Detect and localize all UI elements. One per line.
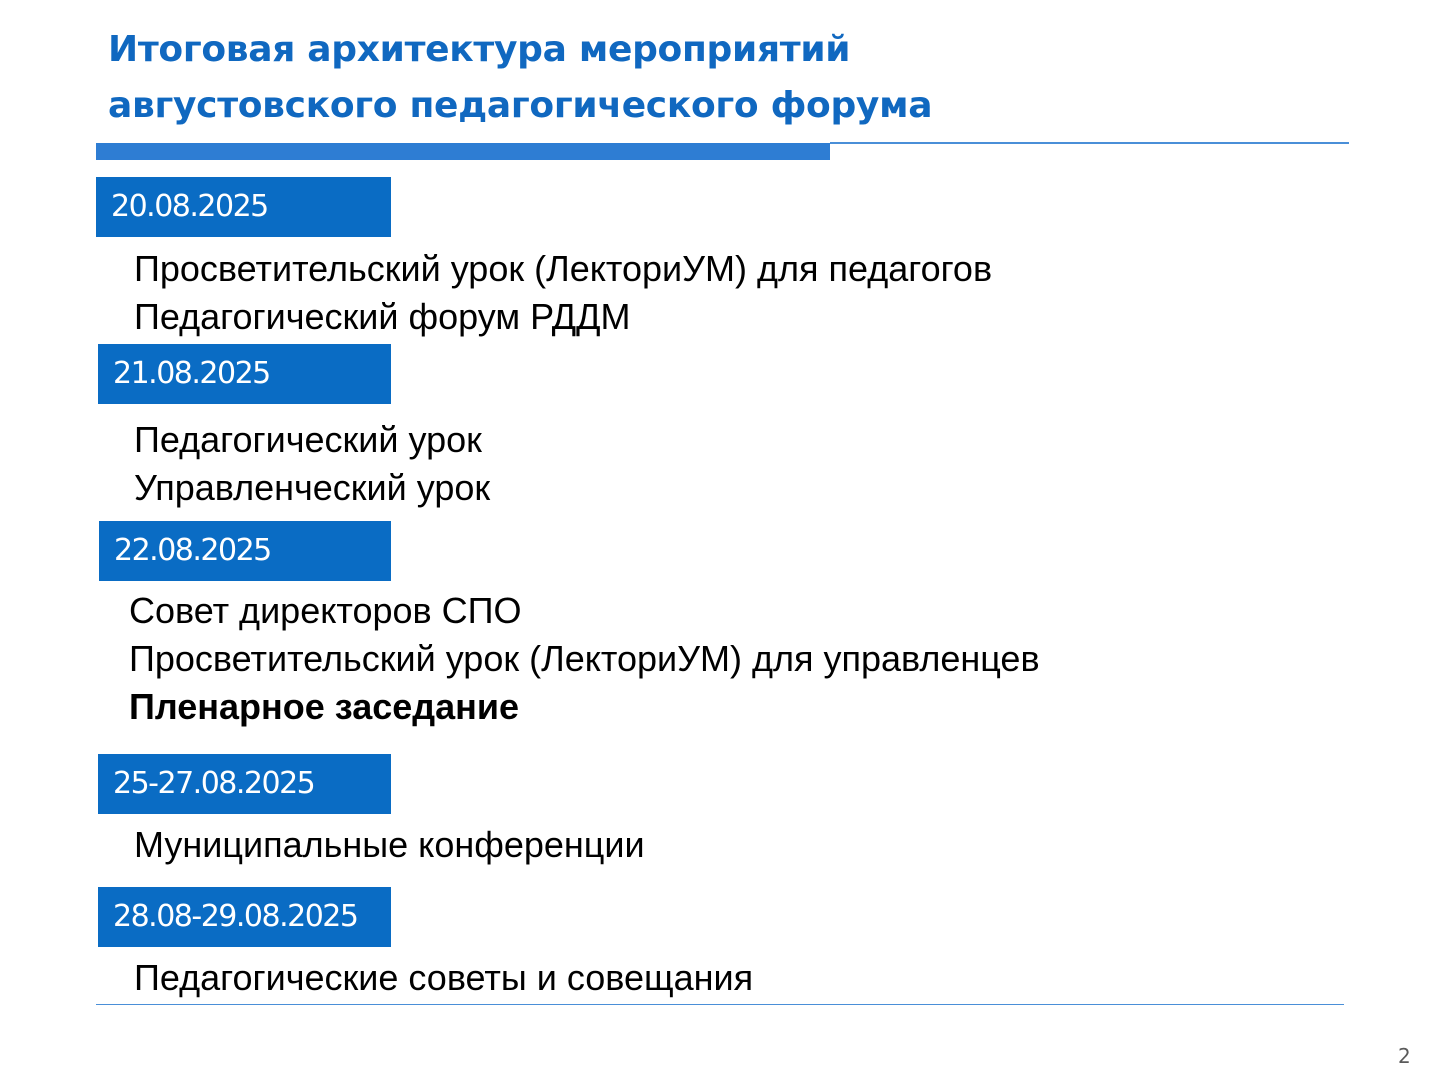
event-item-highlight: Пленарное заседание (129, 686, 520, 727)
event-item: Просветительский урок (ЛекториУМ) для педагогов (134, 248, 993, 289)
title-underline-accent (96, 143, 830, 160)
date-badge: 21.08.2025 (98, 344, 391, 404)
event-item: Управленческий урок (134, 467, 491, 508)
page-number: 2 (1398, 1044, 1411, 1068)
event-item: Педагогический форум РДДМ (134, 296, 631, 337)
event-item: Муниципальные конференции (134, 824, 645, 865)
event-item: Совет директоров СПО (129, 590, 522, 631)
title-underline-rule (830, 142, 1349, 144)
slide-title (108, 22, 932, 134)
slide-title-line-1: Итоговая архитектура мероприятий (108, 29, 851, 70)
date-badge: 25-27.08.2025 (98, 754, 391, 814)
event-item: Педагогические советы и совещания (134, 957, 754, 998)
date-badge: 28.08-29.08.2025 (98, 887, 391, 947)
event-item: Просветительский урок (ЛекториУМ) для управленцев (129, 638, 1040, 679)
date-badge: 22.08.2025 (99, 521, 391, 581)
footer-rule (96, 1004, 1344, 1005)
slide-title-line-2: августовского педагогического форума (108, 85, 933, 126)
event-item: Педагогический урок (134, 419, 482, 460)
date-badge: 20.08.2025 (96, 177, 391, 237)
